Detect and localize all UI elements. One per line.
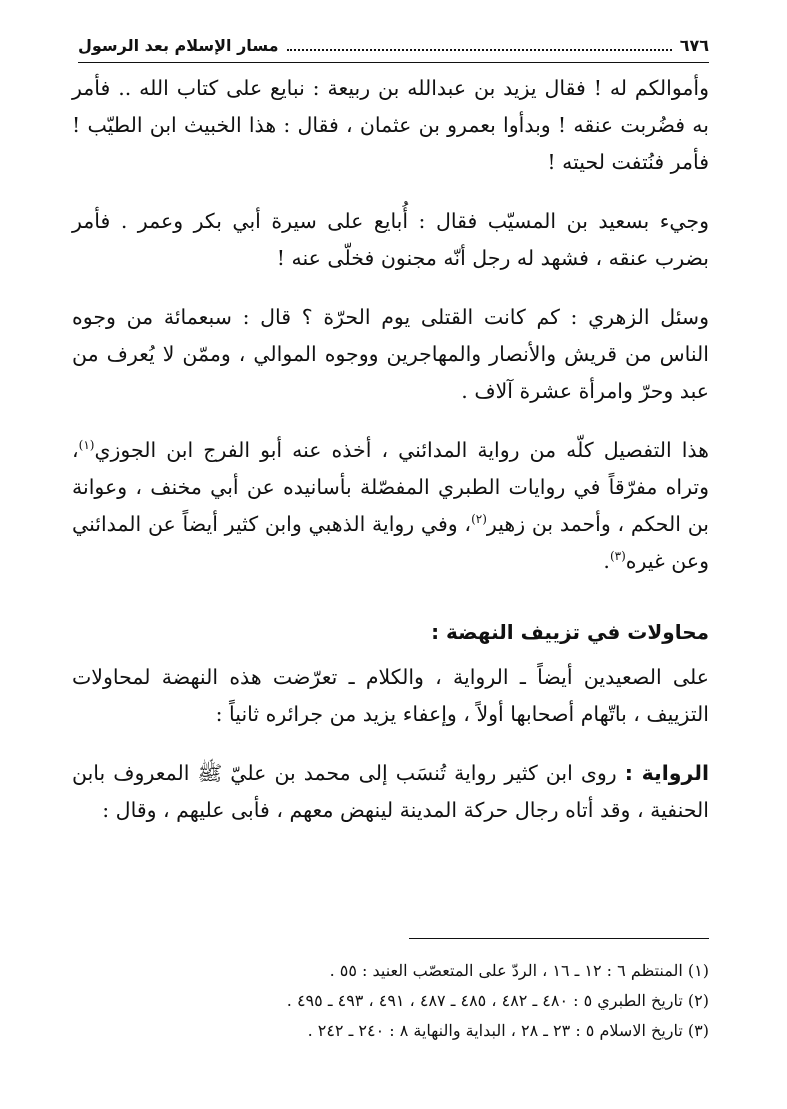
paragraph-4-text-c: ، وفي رواية الذهبي وابن كثير أيضاً عن المدائني وعن غيره (72, 512, 709, 573)
paragraph-5: على الصعيدين أيضاً ـ الرواية ، والكلام ـ تعرّضت هذه النهضة لمحاولات التزييف ، باتّهام أصحابها أولاً ، وإعفاء يزيد من جرائره ثانياً : (72, 665, 709, 726)
paragraph-6 (72, 755, 709, 829)
footnote-ref-1: (١) (78, 438, 95, 453)
paragraph-4-text-b: ، وتراه مفرّقاً في روايات الطبري المفصّلة بأسانيده عن أبي مخنف ، وعوانة بن الحكم ، وأحمد بن زهير (72, 438, 709, 536)
footnote-1: (١) المنتظم ٦ : ١٢ ـ ١٦ ، الردّ على المتعصّب العنيد : ٥٥ . (329, 961, 709, 980)
paragraph-3: وسئل الزهري : كم كانت القتلى يوم الحرّة ؟ قال : سبعمائة من وجوه الناس من قريش والأنصار والمهاجرين ووجوه الموالي ، وممّن لا يُعرف من عبد وحرّ وامرأة عشرة آلاف . (72, 305, 709, 403)
footnote-ref-2: (٢) (471, 512, 487, 527)
footnote-separator (409, 938, 709, 939)
page-body (72, 70, 709, 851)
paragraph-4 (72, 432, 709, 580)
footnote-ref-3: (٣) (609, 549, 626, 564)
section-heading: محاولات في تزييف النهضة : (431, 620, 709, 644)
header-leader-dots (287, 39, 672, 51)
footnote-2: (٢) تاريخ الطبري ٥ : ٤٨٠ ـ ٤٨٢ ، ٤٨٥ ـ ٤٨٧ ، ٤٩١ ، ٤٩٣ ـ ٤٩٥ . (286, 991, 709, 1010)
paragraph-1: وأموالكم له ! فقال يزيد بن عبدالله بن ربيعة : نبايع على كتاب الله .. فأمر به فضُربت عنقه ! وبدأوا بعمرو بن عثمان ، فقال : هذا الخبيث ابن الطيّب ! فأمر فنُتفت لحيته ! (72, 76, 709, 174)
paragraph-6-lead: الرواية : (624, 761, 709, 785)
footnotes (78, 956, 709, 1046)
page-number: ٦٧٦ (679, 35, 709, 55)
paragraph-4-text-a: هذا التفصيل كلّه من رواية المدائني ، أخذه عنه أبو الفرج ابن الجوزي (94, 438, 709, 462)
paragraph-2: وجيء بسعيد بن المسيّب فقال : أُبايع على سيرة أبي بكر وعمر . فأمر بضرب عنقه ، فشهد له رجل أنّه مجنون فخلّى عنه ! (72, 209, 709, 270)
page-header (78, 28, 709, 63)
paragraph-4-text-d: . (603, 549, 610, 573)
paragraph-6-text: روى ابن كثير رواية تُنسَب إلى محمد بن عليّ ﷺ المعروف بابن الحنفية ، وقد أتاه رجال حركة المدينة لينهض معهم ، فأبى عليهم ، وقال : (72, 761, 709, 822)
footnote-3: (٣) تاريخ الاسلام ٥ : ٢٣ ـ ٢٨ ، البداية والنهاية ٨ : ٢٤٠ ـ ٢٤٢ . (307, 1021, 709, 1040)
running-title: مسار الإسلام بعد الرسول (78, 35, 279, 55)
